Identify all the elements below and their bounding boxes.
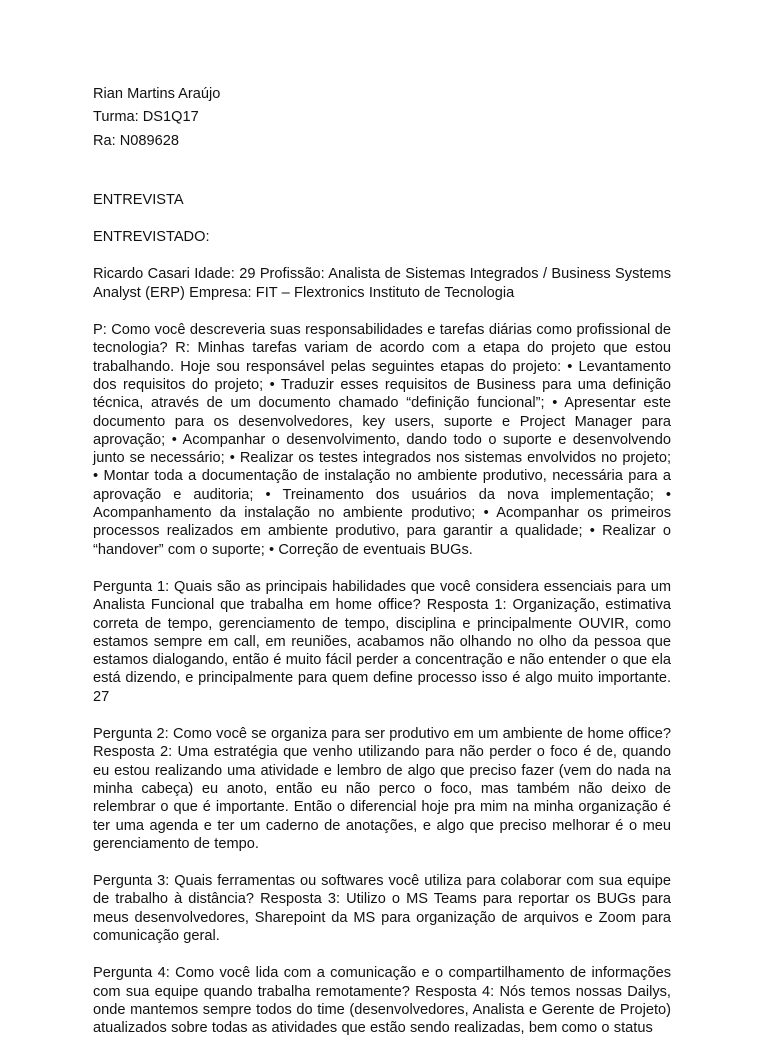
ra-line: Ra: N089628 [93, 132, 180, 149]
paragraph-responsibilities: P: Como você descreveria suas responsabilidades e tarefas diárias como profissional de tecnologia? R: Minhas tarefas variam de acordo com a etapa do projeto que estou trabalhando. Hoje sou responsável pelas seguintes etapas do projeto: • Levantamento dos requisitos do projeto; • Traduzir esses requisitos de Business para uma definição técnica, através de um documento chamado “definição funcional”; • Apresentar este documento para os desenvolvedores, key users, suporte e Project Manager para aprovação; • Acompanhar o desenvolvimento, dando todo o suporte e desenvolvendo junto se necessário; • Realizar os testes integrados nos sistemas envolvidos no projeto; • Montar toda a documentação de instalação no ambiente produtivo, necessária para a aprovação e auditoria; • Treinamento dos usuários da nova implementação; • Acompanhamento da instalação no ambiente produtivo; • Acompanhar os primeiros processos realizados em ambiente produtivo, para garantir a qualidade; • Realizar o “handover” com o suporte; • Correção de eventuais BUGs. [93, 322, 671, 558]
paragraph-question-3: Pergunta 3: Quais ferramentas ou softwares você utiliza para colaborar com sua equipe de trabalho à distância? Resposta 3: Utilizo o MS Teams para reportar os BUGs para meus desenvolvedores, Sharepoint da MS para organização de arquivos e Zoom para comunicação geral. [93, 873, 671, 944]
paragraph-question-2: Pergunta 2: Como você se organiza para ser produtivo em um ambiente de home office? Resposta 2: Uma estratégia que venho utilizando para não perder o foco é de, quando eu estou realizando uma atividade e lembro de algo que preciso fazer (vem do nada na minha cabeça) eu anoto, então eu não perco o foco, mas também não deixo de relembrar o que é importante. Então o diferencial hoje pra mim na minha organização é ter uma agenda e ter um caderno de anotações, e algo que preciso melhorar é o meu gerenciamento de tempo. [93, 726, 671, 852]
paragraph-question-1: Pergunta 1: Quais são as principais habilidades que você considera essenciais para um Analista Funcional que trabalha em home office? Resposta 1: Organização, estimativa correta de tempo, gerenciamento de tempo, disciplina e principalmente OUVIR, como estamos sempre em call, em reuniões, acabamos não olhando no olho da pessoa que estamos dialogando, então é muito fácil perder a concentração e não entender o que ela está dizendo, e principalmente para quem define processo isso é algo muito importante. 27 [93, 578, 671, 705]
document-page [93, 85, 671, 1037]
student-name: Rian Martins Araújo [93, 86, 221, 102]
document-title: ENTREVISTA [93, 191, 184, 208]
class-line: Turma: DS1Q17 [93, 109, 199, 126]
interviewee-info: Ricardo Casari Idade: 29 Profissão: Analista de Sistemas Integrados / Business Systems Analyst (ERP) Empresa: FIT – Flextronics Instituto de Tecnologia [93, 266, 671, 301]
paragraph-question-4: Pergunta 4: Como você lida com a comunicação e o compartilhamento de informações com sua equipe quando trabalha remotamente? Resposta 4: Nós temos nossas Dailys, onde mantemos sempre todos do time (desenvolvedores, Analista e Gerente de Projeto) atualizados sobre todas as atividades que estão sendo realizadas, bem como o status [93, 965, 671, 1037]
interviewee-label: ENTREVISTADO: [93, 229, 210, 246]
